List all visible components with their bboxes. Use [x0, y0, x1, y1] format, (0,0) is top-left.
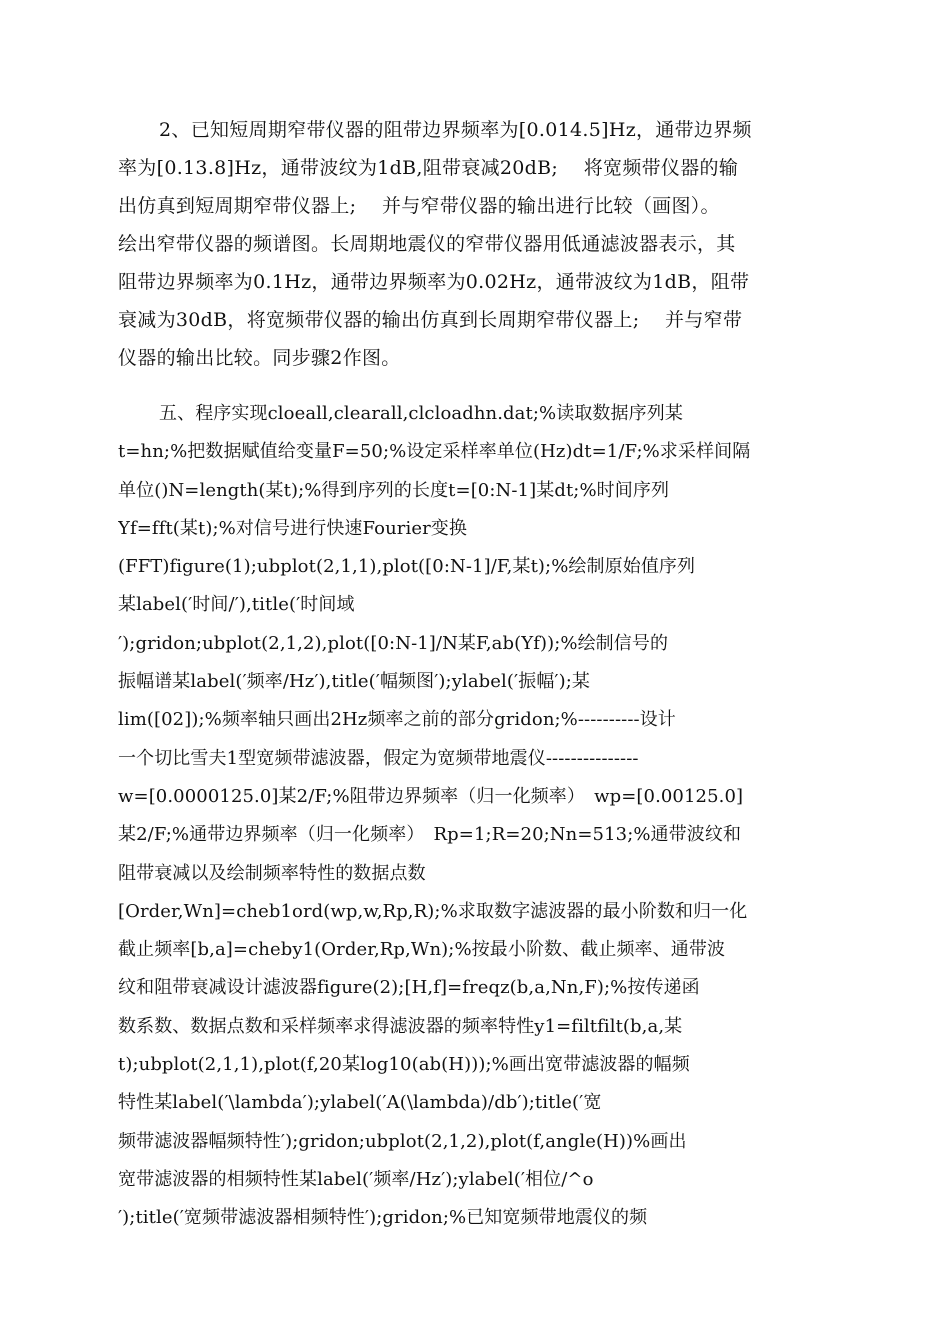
text-line: 截止频率[b,a]=cheby1(Order,Rp,Wn);%按最小阶数、截止频率、通带波	[118, 939, 726, 961]
text-line: lim([02]);%频率轴只画出2Hz频率之前的部分gridon;%----------设计	[118, 709, 676, 731]
text-line: 率为[0.13.8]Hz，通带波纹为1dB,阻带衰减20dB; 将宽频带仪器的输	[118, 157, 739, 179]
text-line: [Order,Wn]=cheb1ord(wp,w,Rp,R);%求取数字滤波器的最小阶数和归一化	[118, 900, 748, 922]
text-line: 阻带衰减以及绘制频率特性的数据点数	[118, 862, 426, 884]
text-line: ′);title(′宽频带滤波器相频特性′);gridon;%已知宽频带地震仪的频	[118, 1207, 648, 1229]
paragraph-section-2	[118, 111, 840, 377]
paragraph-section-5-program	[118, 395, 840, 1255]
text-line: 某2/F;%通带边界频率（归一化频率） Rp=1;R=20;Nn=513;%通带波纹和	[118, 824, 742, 846]
text-line: 宽带滤波器的相频特性某label(′频率/Hz′);ylabel(′相位/^o	[118, 1168, 594, 1190]
text-line: 衰减为30dB，将宽频带仪器的输出仿真到长周期窄带仪器上; 并与窄带	[118, 309, 743, 331]
text-line: w=[0.0000125.0]某2/F;%阻带边界频率（归一化频率） wp=[0.00125.0]	[118, 785, 744, 807]
text-line: 特性某label(′\lambda′);ylabel(′A(\lambda)/db′);title(′宽	[118, 1092, 602, 1114]
text-line: 仪器的输出比较。同步骤2作图。	[118, 347, 401, 369]
text-line: 频带滤波器幅频特性′);gridon;ubplot(2,1,2),plot(f,angle(H))%画出	[118, 1130, 687, 1152]
text-line: 某label(′时间/′),title(′时间域	[118, 594, 355, 616]
text-line: 单位()N=length(某t);%得到序列的长度t=[0:N-1]某dt;%时间序列	[118, 479, 670, 501]
text-line: 出仿真到短周期窄带仪器上; 并与窄带仪器的输出进行比较（画图）。	[118, 195, 720, 217]
text-line: 绘出窄带仪器的频谱图。长周期地震仪的窄带仪器用低通滤波器表示，其	[118, 233, 736, 255]
text-line: 一个切比雪夫1型宽频带滤波器，假定为宽频带地震仪---------------	[118, 747, 639, 769]
text-line: t=hn;%把数据赋值给变量F=50;%设定采样率单位(Hz)dt=1/F;%求采样间隔	[118, 441, 751, 463]
text-line: 2、已知短周期窄带仪器的阻带边界频率为[0.014.5]Hz，通带边界频	[159, 119, 752, 141]
text-line: t);ubplot(2,1,1),plot(f,20某log10(ab(H)));%画出宽带滤波器的幅频	[118, 1054, 690, 1076]
text-line: ′);gridon;ubplot(2,1,2),plot([0:N-1]/N某F,ab(Yf));%绘制信号的	[118, 632, 669, 654]
text-line: (FFT)figure(1);ubplot(2,1,1),plot([0:N-1]/F,某t);%绘制原始值序列	[118, 556, 696, 578]
text-line: 阻带边界频率为0.1Hz，通带边界频率为0.02Hz，通带波纹为1dB，阻带	[118, 271, 750, 293]
text-line: 振幅谱某label(′频率/Hz′),title(′幅频图′);ylabel(′振幅′);某	[118, 671, 590, 693]
text-line: 五、程序实现cloeall,clearall,clcloadhn.dat;%读取数据序列某	[159, 403, 683, 424]
text-line: Yf=fft(某t);%对信号进行快速Fourier变换	[118, 517, 467, 539]
text-line: 数系数、数据点数和采样频率求得滤波器的频率特性y1=filtfilt(b,a,某	[118, 1015, 683, 1037]
text-line: 纹和阻带衰减设计滤波器figure(2);[H,f]=freqz(b,a,Nn,F);%按传递函	[118, 977, 700, 999]
